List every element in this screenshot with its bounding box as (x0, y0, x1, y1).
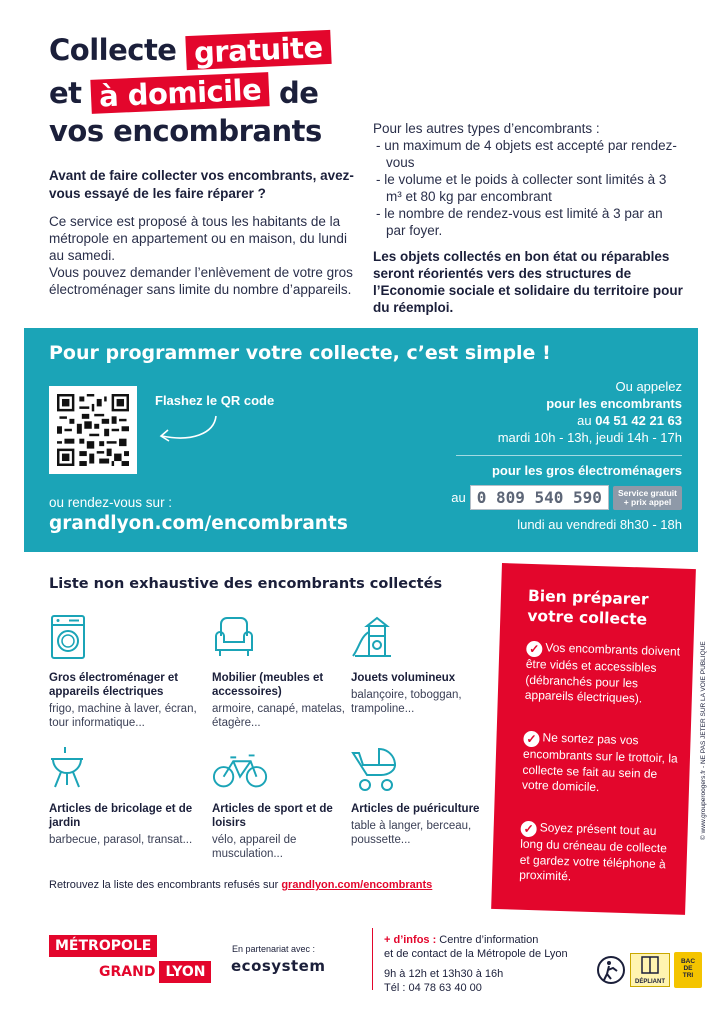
title-highlight-domicile: à domicile (90, 72, 270, 114)
prepare-item (522, 730, 679, 798)
rules-block (373, 120, 683, 239)
info-text-2: et de contact de la Métropole de Lyon (384, 948, 568, 960)
title-highlight-gratuite: gratuite (185, 30, 331, 70)
info-label: + d’infos : (384, 934, 437, 946)
refused-note (49, 879, 432, 891)
prepare-item-text: Vos encombrants doivent être vidés et accessibles (débranchés pour les appareils électriques). (524, 640, 681, 706)
list-item (49, 745, 199, 847)
list-item-desc: balançoire, toboggan, trampoline... (351, 689, 462, 715)
intro-paragraph-1: Ce service est proposé à tous les habitants de la métropole en appartement ou en maison, du lundi au samedi. (49, 214, 347, 263)
list-item (351, 745, 501, 847)
bac-label-3: TRI (682, 972, 694, 979)
gros-phone-row (451, 485, 682, 510)
reuse-statement: Les objets collectés en bon état ou réparables seront réorientés vers des structures de l’Economie sociale et solidaire du territoire pour du réemploi. (373, 249, 683, 315)
leaflet-icon (640, 956, 660, 974)
service-tag (613, 486, 682, 510)
program-title: Pour programmer votre collecte, c’est simple ! (49, 342, 551, 364)
list-item-title: Articles de sport et de loisirs (212, 803, 333, 829)
logo-grand: GRAND (99, 964, 156, 980)
call-intro: Ou appelez (615, 379, 682, 394)
prepare-item (519, 820, 676, 888)
gros-electro-label: pour les gros électroménagers (491, 463, 682, 478)
call-hours: mardi 10h - 13h, jeudi 14h - 17h (497, 430, 682, 445)
bac-label-2: DE (683, 965, 693, 972)
depliant-badge (630, 953, 670, 987)
phone-encombrants[interactable]: 04 51 42 21 63 (595, 413, 682, 428)
flash-qr-label: Flashez le QR code (155, 393, 275, 408)
rules-item: - le nombre de rendez-vous est limité à 3 par an par foyer. (376, 206, 663, 238)
visit-label: ou rendez-vous sur : (49, 495, 173, 510)
list-item-desc: armoire, canapé, matelas, étagère... (212, 703, 345, 729)
info-block (384, 933, 568, 995)
call-au: au (577, 413, 592, 428)
check-icon: ✓ (526, 641, 542, 657)
stroller-icon (351, 745, 399, 793)
bac-label-1: BAC (680, 958, 696, 965)
check-icon: ✓ (520, 821, 536, 837)
prepare-item (525, 640, 682, 708)
rules-list (373, 137, 683, 239)
list-item-title: Mobilier (meubles et accessoires) (212, 672, 324, 698)
call-encombrants-label: pour les encombrants (546, 396, 682, 411)
rules-item: - un maximum de 4 objets est accepté par rendez-vous (376, 138, 677, 170)
list-item-desc: frigo, machine à laver, écran, tour informatique... (49, 703, 197, 729)
title-line-2 (49, 72, 319, 114)
intro-paragraph-2: Vous pouvez demander l’enlèvement de votre gros électroménager sans limite du nombre d’appareils. (49, 265, 353, 297)
playground-slide-icon (351, 614, 399, 662)
prepare-panel (491, 563, 696, 915)
footer-divider (372, 928, 373, 990)
title-word-de: de (279, 76, 319, 110)
depliant-label: DÉPLIANT (635, 979, 665, 985)
washing-machine-icon (49, 614, 97, 662)
gros-au: au (451, 490, 466, 505)
prepare-item-text: Ne sortez pas vos encombrants sur le trottoir, la collecte se fait au sein de votre domicile. (521, 730, 678, 795)
prepare-item-text: Soyez présent tout au long du créneau de collecte et gardez votre téléphone à proximité. (518, 820, 668, 884)
gros-hours: lundi au vendredi 8h30 - 18h (517, 517, 682, 532)
list-item-desc: table à langer, berceau, poussette... (351, 820, 472, 846)
list-item-desc: barbecue, parasol, transat... (49, 834, 193, 846)
partner-label: En partenariat avec : (232, 944, 316, 954)
curved-arrow-icon (156, 412, 226, 446)
bicycle-icon (212, 745, 270, 793)
recycle-person-icon (596, 955, 626, 985)
service-tag-line-2: + prix appel (623, 496, 672, 507)
vertical-legal-note (700, 641, 710, 840)
list-item-title: Gros électroménager et appareils électriques (49, 672, 179, 698)
footer-icons (596, 952, 702, 988)
list-item (49, 614, 199, 730)
qr-code-icon (57, 394, 129, 466)
title-word-et: et (49, 76, 82, 110)
refused-link[interactable]: grandlyon.com/encombrants (281, 879, 433, 891)
logo-lyon: LYON (159, 961, 211, 983)
logo-metropole: MÉTROPOLE (49, 935, 157, 957)
rules-heading: Pour les autres types d’encombrants : (373, 121, 600, 136)
list-item-desc: vélo, appareil de musculation... (212, 834, 297, 860)
check-icon: ✓ (523, 731, 539, 747)
info-hours: 9h à 12h et 13h30 à 16h (384, 968, 504, 980)
intro-paragraph (49, 213, 359, 298)
call-block (498, 378, 682, 446)
logo-grand-lyon (95, 964, 211, 980)
divider (456, 455, 682, 456)
armchair-icon (212, 614, 260, 662)
info-tel[interactable]: Tél : 04 78 63 40 00 (384, 982, 482, 994)
prepare-title-line-1: Bien préparer (527, 586, 649, 609)
website-link[interactable]: grandlyon.com/encombrants (49, 513, 348, 534)
prepare-title-line-2: votre collecte (527, 606, 648, 629)
title-word-collecte: Collecte (49, 33, 177, 67)
bac-de-tri-icon (674, 952, 702, 988)
list-item (212, 745, 362, 861)
list-item (351, 614, 501, 716)
title-line-3: vos encombrants (49, 114, 322, 148)
list-item-title: Articles de bricolage et de jardin (49, 803, 193, 829)
title-line-1 (49, 30, 331, 70)
service-tag-line-1: Service gratuit (617, 487, 677, 498)
barbecue-icon (49, 745, 97, 793)
phone-gros-electro[interactable]: 0 809 540 590 (470, 485, 609, 510)
rules-item: - le volume et le poids à collecter sont limités à 3 m³ et 80 kg par encombrant (376, 172, 667, 204)
qr-code[interactable] (49, 386, 137, 474)
info-text: Centre d’information (436, 934, 539, 946)
program-panel (24, 328, 698, 552)
intro-question: Avant de faire collecter vos encombrants, avez-vous essayé de les faire réparer ? (49, 168, 354, 201)
list-title: Liste non exhaustive des encombrants collectés (49, 576, 443, 592)
prepare-title (527, 586, 649, 630)
list-item (212, 614, 362, 730)
refused-text: Retrouvez la liste des encombrants refusés sur (49, 879, 282, 891)
list-item-title: Jouets volumineux (351, 672, 456, 684)
ecosystem-logo: ecosystem (231, 957, 326, 975)
vertical-note-text: © www.grouperoogers.fr - NE PAS JETER SUR LA VOIE PUBLIQUE (700, 641, 707, 840)
list-item-title: Articles de puériculture (351, 803, 480, 815)
